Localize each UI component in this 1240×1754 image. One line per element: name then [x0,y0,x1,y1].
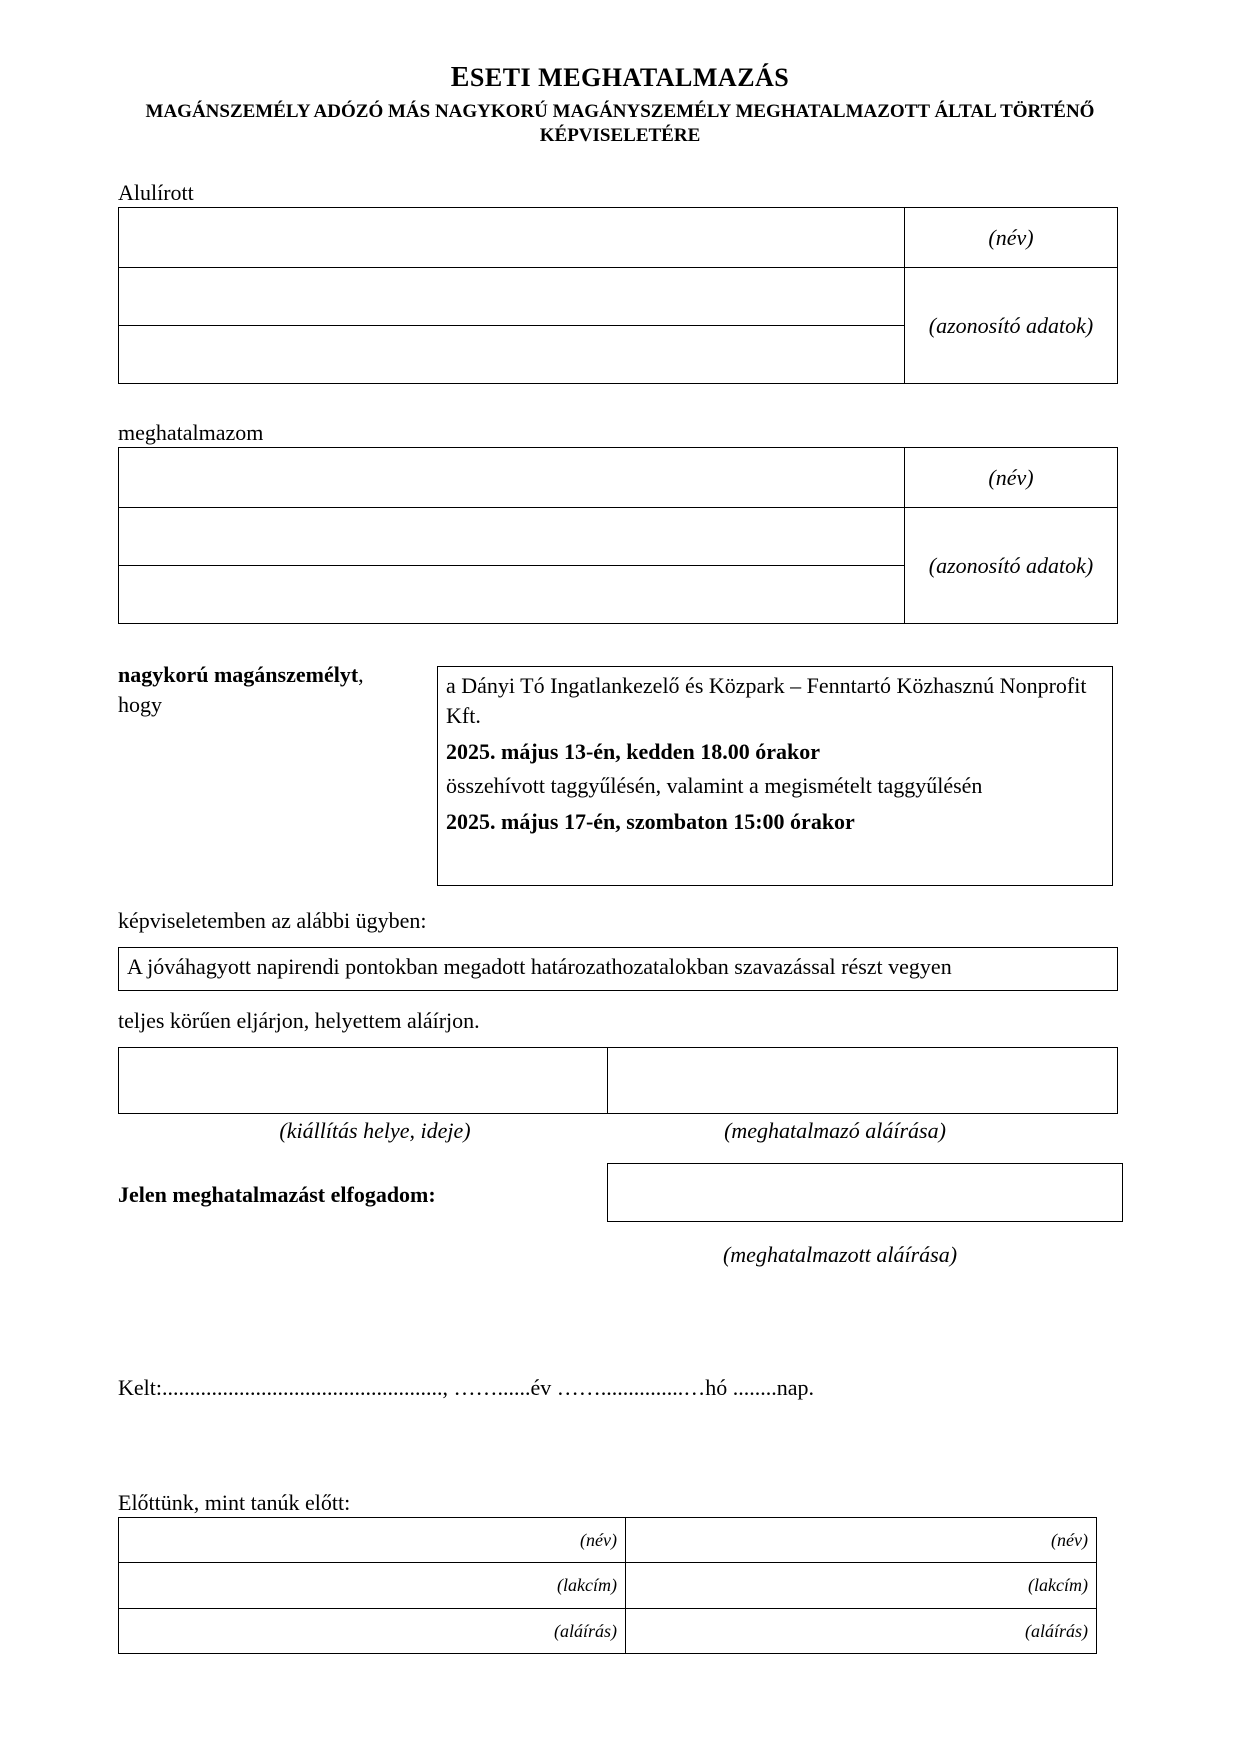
accept-label: Jelen meghatalmazást elfogadom: [118,1182,436,1207]
principal-id-hint: (azonosító adatok) [905,268,1118,384]
agent-id-field-2[interactable] [119,566,905,624]
principal-name-hint: (név) [905,208,1118,268]
meeting-company: a Dányi Tó Ingatlankezelő és Közpark – Fenntartó Közhasznú Nonprofit Kft. [446,673,1087,728]
witness1-address[interactable]: (lakcím) [119,1563,626,1609]
principal-name-field[interactable] [119,208,905,268]
purpose-label [118,660,364,720]
meeting-box [437,666,1113,886]
document-subtitle: MAGÁNSZEMÉLY ADÓZÓ MÁS NAGYKORÚ MAGÁNYSZEMÉLY MEGHATALMAZOTT ÁLTAL TÖRTÉNŐ KÉPVISELETÉRE [145,101,1095,146]
matter-after: teljes körűen eljárjon, helyettem aláírjon. [118,1008,480,1033]
witness2-address[interactable]: (lakcím) [626,1563,1097,1609]
place-date-hint: (kiállítás helye, ideje) [279,1118,471,1143]
principal-id-field-2[interactable] [119,326,905,384]
principal-signature-field[interactable] [608,1048,1118,1114]
purpose-label-comma: , [358,662,364,687]
principal-signature-hint: (meghatalmazó aláírása) [724,1118,946,1143]
meeting-repeat: összehívott taggyűlésén, valamint a megismételt taggyűlésén [446,773,983,798]
document-title [0,62,1240,94]
witnesses-table [118,1517,1097,1654]
agent-signature-hint: (meghatalmazott aláírása) [722,1242,958,1267]
agent-table [118,447,1118,624]
purpose-label-rest: hogy [118,692,162,717]
principal-label: Alulírott [118,180,194,205]
place-date-field[interactable] [119,1048,608,1114]
purpose-label-bold: nagykorú magánszemélyt [118,662,359,687]
witness1-signature[interactable]: (aláírás) [119,1609,626,1654]
principal-id-field-1[interactable] [119,268,905,326]
signature-table [118,1047,1118,1114]
agent-name-field[interactable] [119,448,905,508]
agent-id-field-1[interactable] [119,508,905,566]
meeting-date-2: 2025. május 17-én, szombaton 15:00 órakor [446,809,855,834]
agent-name-hint: (név) [905,448,1118,508]
witness2-signature[interactable]: (aláírás) [626,1609,1097,1654]
agent-signature-field[interactable] [607,1163,1123,1222]
date-line: Kelt:..................................................., ……......év ……...............…hó ........nap. [118,1375,815,1400]
matter-box: A jóváhagyott napirendi pontokban megadott határozathozatalokban szavazással részt vegyen [118,947,1118,991]
witness1-name[interactable]: (név) [119,1518,626,1563]
witnesses-label: Előttünk, mint tanúk előtt: [118,1490,351,1515]
witness2-name[interactable]: (név) [626,1518,1097,1563]
principal-table [118,207,1118,384]
title-initial: E [450,62,470,93]
matter-label: képviseletemben az alábbi ügyben: [118,908,427,933]
meeting-date-1: 2025. május 13-én, kedden 18.00 órakor [446,739,821,764]
title-rest: SETI MEGHATALMAZÁS [469,63,790,92]
agent-id-hint: (azonosító adatok) [905,508,1118,624]
agent-label: meghatalmazom [118,420,264,445]
